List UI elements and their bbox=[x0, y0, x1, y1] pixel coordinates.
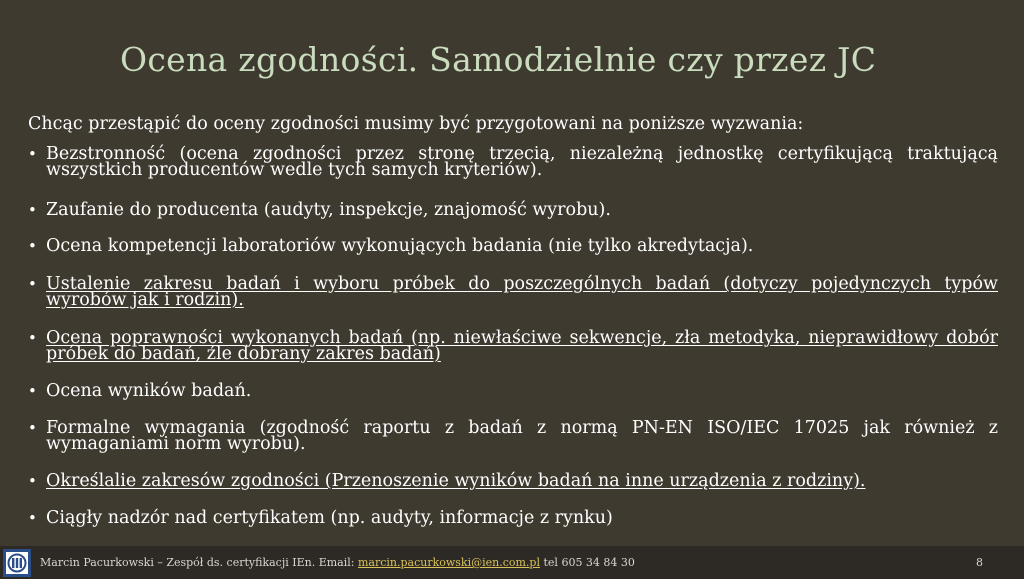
bullet-text: Formalne wymagania (zgodność raportu z badań z normą PN-EN ISO/IEC 17025 jak również z wymaganiami norm wyrobu). bbox=[46, 418, 998, 454]
bullet-item bbox=[28, 383, 998, 399]
footer-text bbox=[40, 556, 635, 569]
bullet-item bbox=[28, 238, 998, 254]
bullet-item bbox=[28, 276, 998, 308]
bullet-dot: • bbox=[28, 201, 37, 219]
footer-author: Marcin Pacurkowski – Zespół ds. certyfikacji IEn. Email: bbox=[40, 556, 358, 569]
bullet-dot: • bbox=[28, 472, 37, 490]
bullet-dot: • bbox=[28, 382, 37, 400]
bullet-dot: • bbox=[28, 329, 37, 347]
bullet-item bbox=[28, 473, 998, 489]
bullet-dot: • bbox=[28, 237, 37, 255]
bullet-text: Ocena kompetencji laboratoriów wykonujących badania (nie tylko akredytacja). bbox=[46, 236, 754, 256]
footer-email-link[interactable]: marcin.pacurkowski@ien.com.pl bbox=[357, 556, 540, 569]
bullet-dot: • bbox=[28, 509, 37, 527]
slide-title: Ocena zgodności. Samodzielnie czy przez JC bbox=[120, 40, 877, 79]
bullet-text: Ocena wyników badań. bbox=[46, 381, 252, 401]
bullet-item bbox=[28, 202, 998, 218]
bullet-dot: • bbox=[28, 275, 37, 293]
bullet-dot: • bbox=[28, 145, 37, 163]
bullet-item bbox=[28, 146, 998, 178]
footer-bar bbox=[0, 546, 1024, 579]
bullet-text: Ciągły nadzór nad certyfikatem (np. audyty, informacje z rynku) bbox=[46, 508, 613, 528]
page-number: 8 bbox=[976, 556, 983, 569]
bullet-item bbox=[28, 330, 998, 362]
intro-text: Chcąc przestąpić do oceny zgodności musimy być przygotowani na poniższe wyzwania: bbox=[28, 114, 804, 134]
bullet-text: Zaufanie do producenta (audyty, inspekcje, znajomość wyrobu). bbox=[46, 200, 611, 220]
bullet-text: Ocena poprawności wykonanych badań (np. niewłaściwe sekwencje, zła metodyka, nieprawidłowy dobór próbek do badań, źle dobrany zakres badań) bbox=[46, 328, 998, 364]
ien-logo-icon bbox=[3, 549, 31, 577]
bullet-dot: • bbox=[28, 419, 37, 437]
bullet-text: Bezstronność (ocena zgodności przez stronę trzecią, niezależną jednostkę certyfikującą traktującą wszystkich producentów wedle tych samych kryteriów). bbox=[46, 144, 998, 180]
footer-phone: tel 605 34 84 30 bbox=[540, 556, 635, 569]
bullet-item bbox=[28, 510, 998, 526]
bullet-item bbox=[28, 420, 998, 452]
bullet-text: Ustalenie zakresu badań i wyboru próbek do poszczególnych badań (dotyczy pojedynczych typów wyrobów jak i rodzin). bbox=[46, 274, 998, 310]
bullet-text: Określalie zakresów zgodności (Przenoszenie wyników badań na inne urządzenia z rodziny). bbox=[46, 471, 866, 491]
